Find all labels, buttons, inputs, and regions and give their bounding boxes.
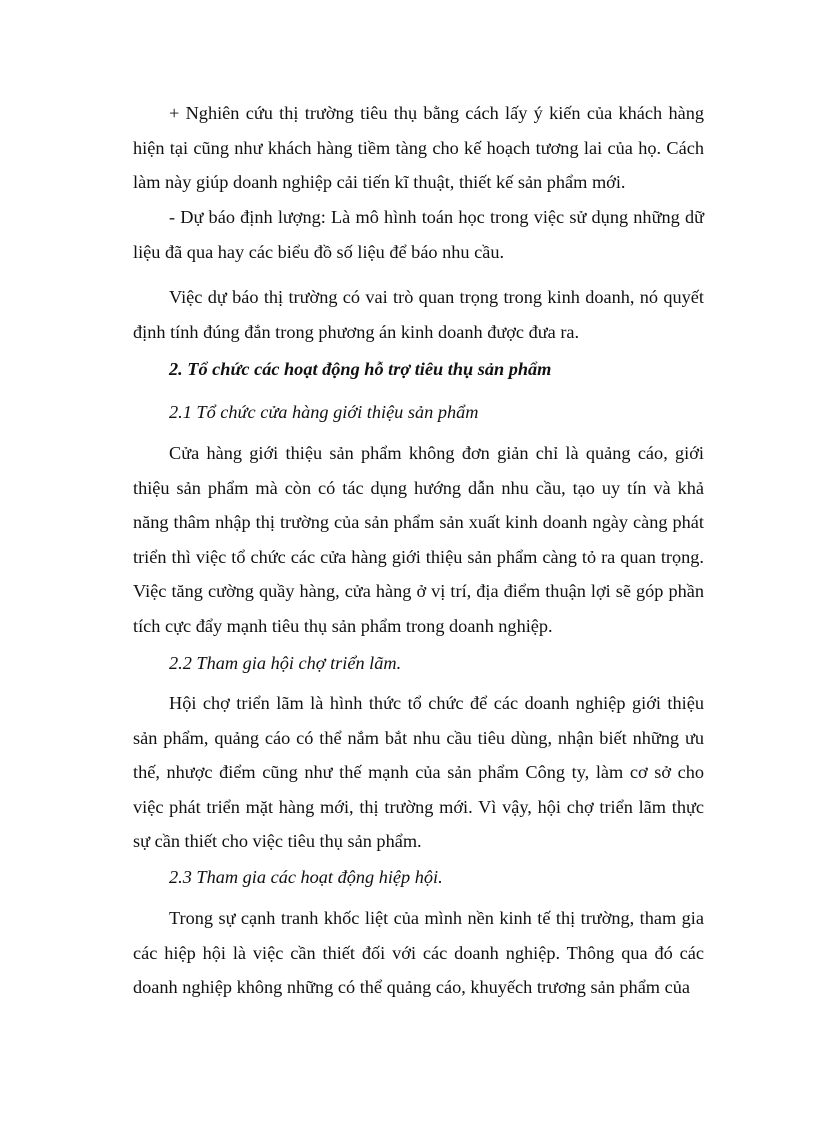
paragraph-quantitative-forecast: - Dự báo định lượng: Là mô hình toán học trong việc sử dụng những dữ liệu đã qua hay các biểu đồ số liệu để báo nhu cầu. <box>133 207 704 262</box>
subsection-heading-2-3: 2.3 Tham gia các hoạt động hiệp hội. <box>169 867 443 887</box>
subsection-heading-2-1: 2.1 Tổ chức cửa hàng giới thiệu sản phẩm <box>169 402 479 422</box>
paragraph-market-research: + Nghiên cứu thị trường tiêu thụ bằng cách lấy ý kiến của khách hàng hiện tại cũng như khách hàng tiềm tàng cho kế hoạch tương lai của họ. Cách làm này giúp doanh nghiệp cải tiến kĩ thuật, thiết kế sản phẩm mới. <box>133 103 704 192</box>
section-heading-2: 2. Tổ chức các hoạt động hỗ trợ tiêu thụ sản phẩm <box>169 359 552 379</box>
paragraph-forecast-role: Việc dự báo thị trường có vai trò quan trọng trong kinh doanh, nó quyết định tính đúng đắn trong phương án kinh doanh được đưa ra. <box>133 287 704 342</box>
paragraph-trade-fair: Hội chợ triển lãm là hình thức tổ chức để các doanh nghiệp giới thiệu sản phẩm, quảng cáo có thể nắm bắt nhu cầu tiêu dùng, nhận biết những ưu thế, nhược điểm cũng như thế mạnh của sản phẩm Công ty, làm cơ sở cho việc phát triển mặt hàng mới, thị trường mới. Vì vậy, hội chợ triển lãm thực sự cần thiết cho việc tiêu thụ sản phẩm. <box>133 693 704 851</box>
paragraph-showroom: Cửa hàng giới thiệu sản phẩm không đơn giản chỉ là quảng cáo, giới thiệu sản phẩm mà còn có tác dụng hướng dẫn nhu cầu, tạo uy tín và khả năng thâm nhập thị trường của sản phẩm sản xuất kinh doanh ngày càng phát triển thì việc tổ chức các cửa hàng giới thiệu sản phẩm càng tỏ ra quan trọng. Việc tăng cường quầy hàng, cửa hàng ở vị trí, địa điểm thuận lợi sẽ góp phần tích cực đẩy mạnh tiêu thụ sản phẩm trong doanh nghiệp. <box>133 443 704 636</box>
paragraph-associations: Trong sự cạnh tranh khốc liệt của mình nền kinh tế thị trường, tham gia các hiệp hội là việc cần thiết đối với các doanh nghiệp. Thông qua đó các doanh nghiệp không những có thể quảng cáo, khuyếch trương sản phẩm của <box>133 908 704 997</box>
subsection-heading-2-2: 2.2 Tham gia hội chợ triển lãm. <box>169 653 402 673</box>
